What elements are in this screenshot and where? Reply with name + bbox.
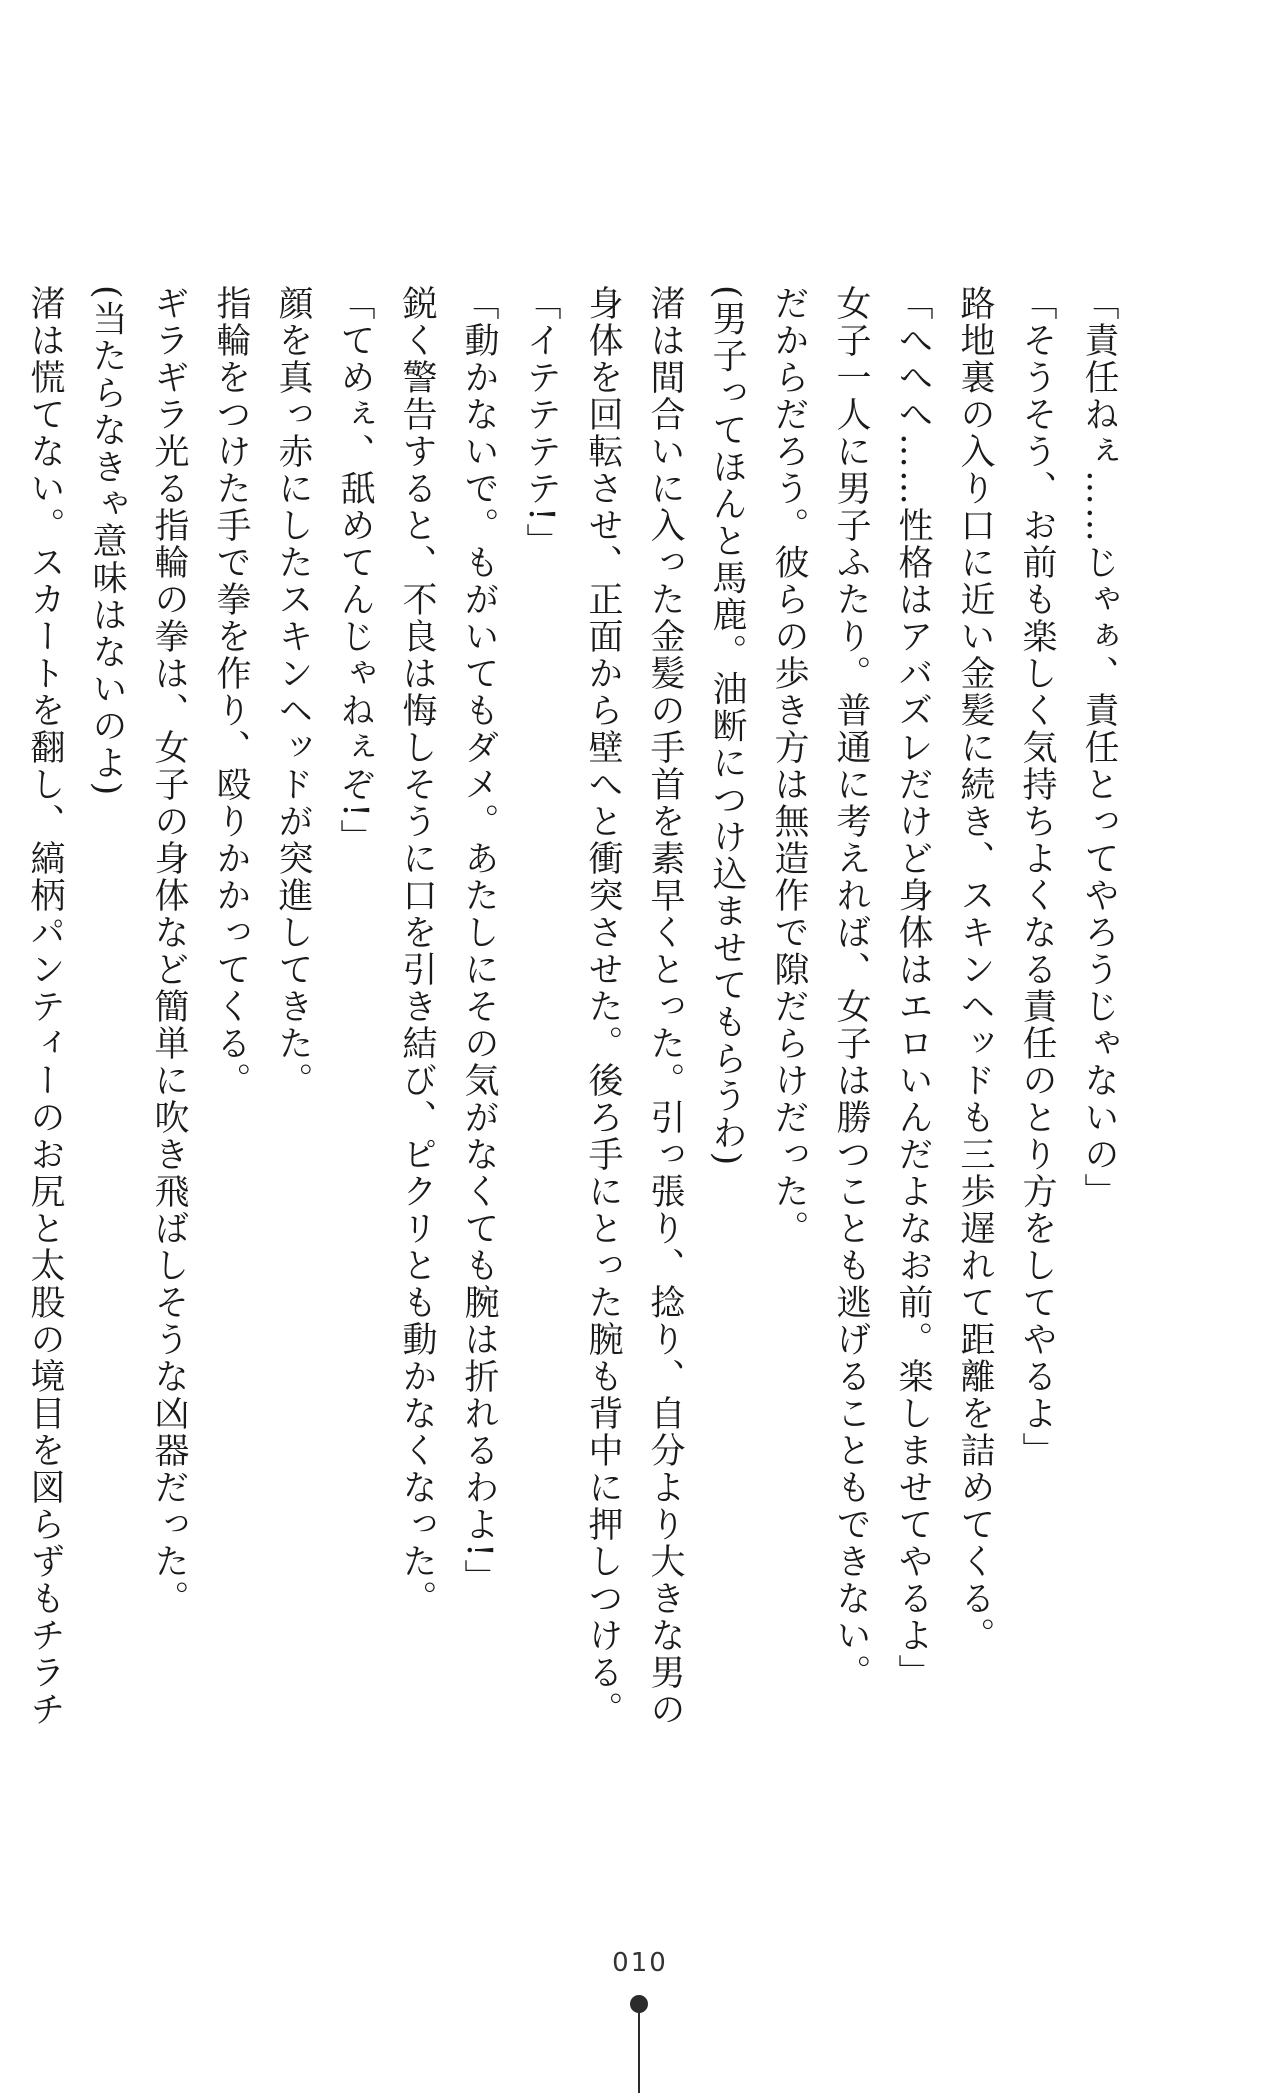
text-line: 渚は間合いに入った金髪の手首を素早くとった。引っ張り、捻り、自分より大きな男の <box>645 285 685 1728</box>
text-line: 渚は慌てない。スカートを翻し、縞柄パンティーのお尻と太股の境目を図らずもチラチ <box>25 285 65 1728</box>
text-line: 「てめぇ、舐めてんじゃねぇぞ!」 <box>335 285 375 857</box>
text-line: ギラギラ光る指輪の拳は、女子の身体など簡単に吹き飛ばしそうな凶器だった。 <box>149 285 189 1617</box>
text-line: 女子一人に男子ふたり。普通に考えれば、女子は勝つことも逃げることもできない。 <box>831 285 871 1691</box>
text-line: 路地裏の入り口に近い金髪に続き、スキンヘッドも三歩遅れて距離を詰めてくる。 <box>955 285 995 1654</box>
text-line: 指輪をつけた手で拳を作り、殴りかかってくる。 <box>211 285 251 1099</box>
text-line: 「イテテテテ!」 <box>521 285 561 561</box>
page-number: 010 <box>612 1948 668 1978</box>
text-line: 「そうそう、お前も楽しく気持ちよくなる責任のとり方をしてやるよ」 <box>1017 285 1057 1469</box>
text-line: 「へへへ……性格はアバズレだけど身体はエロいんだよなお前。楽しませてやるよ」 <box>893 285 933 1691</box>
page-marker-dot <box>630 1995 648 2013</box>
page-marker-line <box>638 2012 640 2093</box>
text-line: だからだろう。彼らの歩き方は無造作で隙だらけだった。 <box>769 285 809 1247</box>
vertical-text-body <box>14 285 1130 1745</box>
text-line: (男子ってほんと馬鹿。油断につけ込ませてもらうわ) <box>707 285 747 1168</box>
text-line: 「責任ねぇ……じゃぁ、責任とってやろうじゃないの」 <box>1079 285 1119 1210</box>
text-line: 「動かないで。もがいてもダメ。あたしにその気がなくても腕は折れるわよ!」 <box>459 285 499 1597</box>
text-line: 顔を真っ赤にしたスキンヘッドが突進してきた。 <box>273 285 313 1099</box>
text-line: 鋭く警告すると、不良は悔しそうに口を引き結び、ピクリとも動かなくなった。 <box>397 285 437 1617</box>
text-line: (当たらなきゃ意味はないのよ) <box>87 285 127 798</box>
text-line: 身体を回転させ、正面から壁へと衝突させた。後ろ手にとった腕も背中に押しつける。 <box>583 285 623 1728</box>
